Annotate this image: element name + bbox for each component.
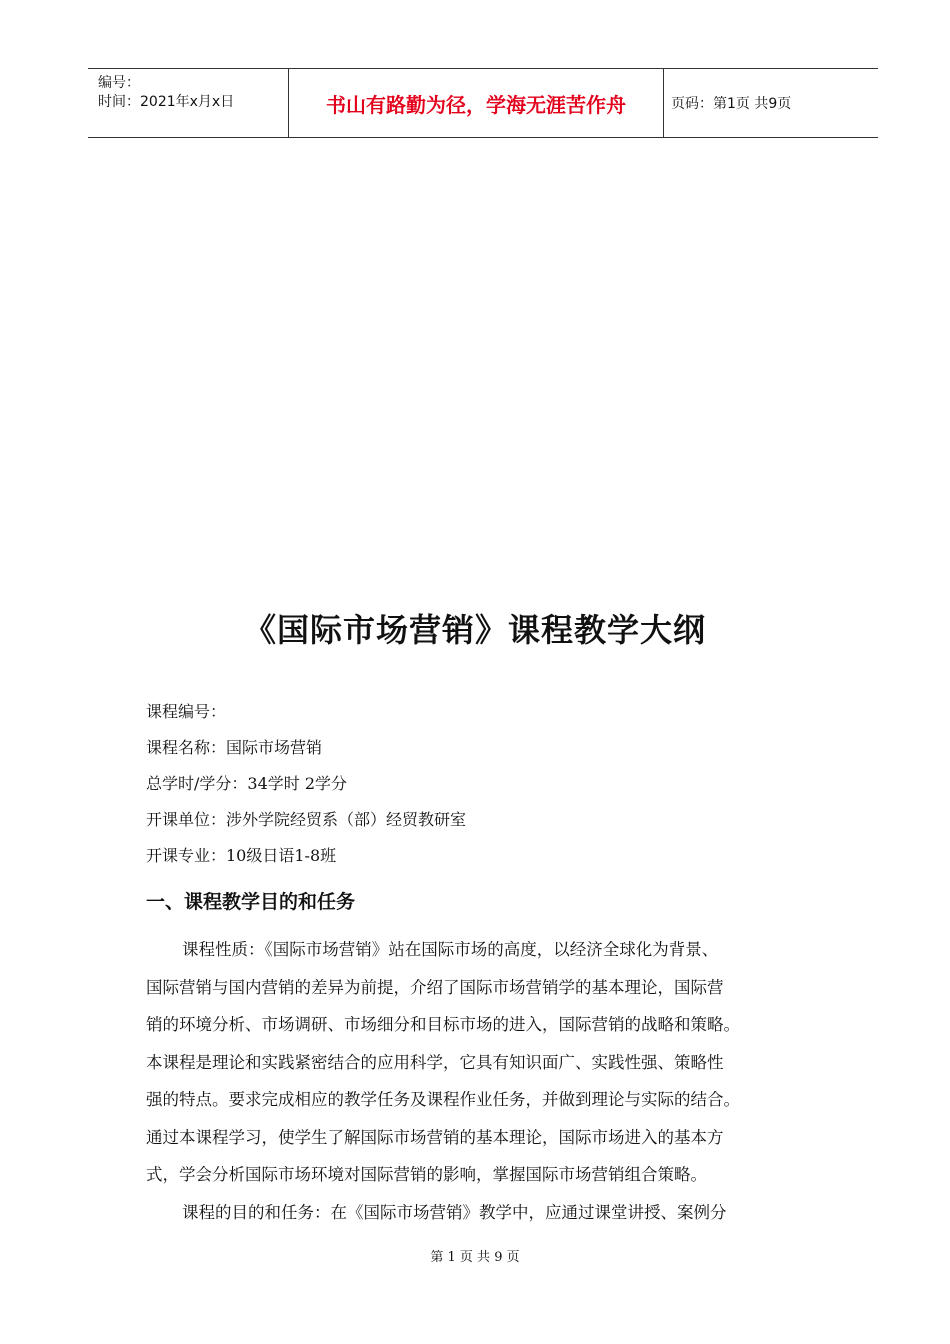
paragraph-line: 课程性质：《国际市场营销》站在国际市场的高度，以经济全球化为背景、: [182, 940, 719, 959]
time-label: 时间：2021年x月x日: [98, 94, 235, 110]
body-paragraphs: [146, 936, 836, 1236]
motto-text: 书山有路勤为径，学海无涯苦作舟: [326, 92, 626, 117]
document-title: 《国际市场营销》课程教学大纲: [243, 611, 706, 649]
paragraph-line: 式，学会分析国际市场环境对国际营销的影响，掌握国际市场营销组合策略。: [146, 1165, 707, 1184]
header-info-cell: [88, 69, 288, 137]
course-name: 课程名称：国际市场营销: [146, 738, 323, 757]
number-label: 编号：: [98, 75, 140, 91]
page-label: 页码：第1页 共9页: [671, 96, 792, 112]
header-page-cell: [663, 69, 878, 137]
paragraph-line: 销的环境分析、市场调研、市场细分和目标市场的进入，国际营销的战略和策略。: [146, 1015, 740, 1034]
paragraph-line: 国际营销与国内营销的差异为前提，介绍了国际市场营销学的基本理论，国际营: [146, 977, 724, 997]
course-code: 课程编号：: [146, 702, 227, 721]
course-major: 开课专业：10级日语1-8班: [146, 846, 337, 865]
course-unit: 开课单位：涉外学院经贸系（部）经贸教研室: [146, 810, 467, 829]
course-hours: 总学时/学分：34学时 2学分: [146, 774, 348, 793]
course-meta: [146, 698, 466, 878]
paragraph-line: 通过本课程学习，使学生了解国际市场营销的基本理论，国际市场进入的基本方: [146, 1127, 724, 1147]
paragraph-line: 强的特点。要求完成相应的教学任务及课程作业任务，并做到理论与实际的结合。: [146, 1090, 740, 1109]
page-header: [88, 68, 878, 138]
page-footer: 第 1 页 共 9 页: [430, 1250, 520, 1265]
header-motto-cell: [288, 69, 664, 137]
section-heading: 一、课程教学目的和任务: [146, 891, 356, 913]
paragraph-line: 本课程是理论和实践紧密结合的应用科学，它具有知识面广、实践性强、策略性: [146, 1052, 724, 1072]
paragraph-line: 课程的目的和任务：在《国际市场营销》教学中，应通过课堂讲授、案例分: [182, 1202, 727, 1222]
